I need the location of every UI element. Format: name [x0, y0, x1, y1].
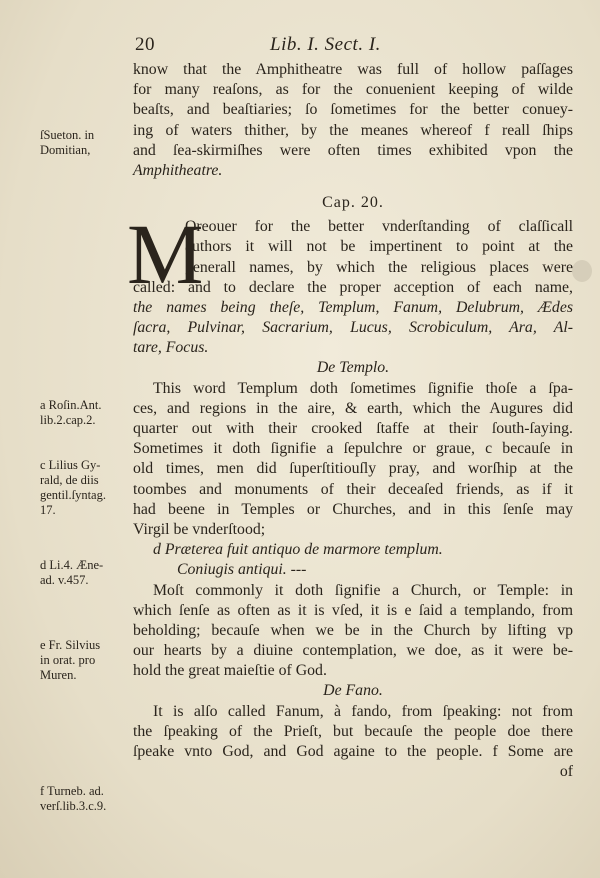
margin-note-silvius: e Fr. Silvius in orat. pro Muren. [40, 638, 101, 682]
chapter-heading: Cap. 20. [322, 194, 384, 212]
drop-capital: M [127, 206, 204, 303]
catchword: of [559, 763, 573, 781]
top-paragraph: know that the Amphitheatre was full of hollow paſſages for many reaſons, as for the conuenient keeping of wilde beaſts, and beaſtiaries; ſo ſometimes for the better conuey- ing of waters thither, by the meanes whereof f reall ſhips and ſea-skirmiſhes were often times exhibited vpon the Amphitheatre. [133, 61, 573, 179]
margin-note-turneb: f Turneb. ad. verſ.lib.3.c.9. [40, 784, 107, 813]
main-text [127, 60, 573, 782]
margin-note-aeneid: d Li.4. Æne- ad. v.457. [40, 558, 104, 587]
subheading-de-fano: De Fano. [323, 682, 383, 700]
virgil-quote: d Præterea fuit antiquo de marmore templum. Coniugis antiqui. --- [153, 541, 443, 579]
margin-note-rosin: a Roſin.Ant. lib.2.cap.2. [40, 398, 102, 427]
page-smudge [572, 260, 592, 282]
fano-paragraph: It is alſo called Fanum, à fando, from ſpeaking: not from the ſpeaking of the Prieſt, but becauſe the people doe there ſpeake vnto God, and God againe to the people. f Some are [133, 702, 573, 760]
page-number: 20 [135, 34, 155, 55]
section-title: Lib. I. Sect. I. [270, 34, 381, 55]
subheading-de-templo: De Templo. [316, 359, 390, 377]
templo-paragraph-2: Moſt commonly it doth ſignifie a Church, or Temple: in which ſenſe as often as it is vſed, it is e ſaid a templando, from beholding; becauſe when we be in the Church by lifting vp our hearts by a diuine contemplation, we doe, as it were be- hold the great maieſtie of God. [133, 581, 573, 680]
templo-paragraph: This word Templum doth ſometimes ſignifie thoſe a ſpa- ces, and regions in the aire, & earth, which the Augures did quarter out with their crooked ſtaffe at their ſouth-ſaying. Sometimes it doth ſignifie a ſepulchre or graue, c becauſe in old times, men did ſuperſtitiouſly pray, and worſhip at the toombes and monuments of their deceaſed friends, as if it had beene in Temples or Churches, and in this ſenſe may Virgil be vnderſtood; [133, 379, 573, 538]
intro-paragraph: M Oreouer for the better vnderſtanding of claſſicall authors it will not be impertinent to point at the generall names, by which the religious places were called: and to declare the proper acception of each name, the names being theſe, Templum, Fanum, Delubrum, Ædes ſacra, Pulvinar, Sacrarium, Lucus, Scrobiculum, Ara, Al- tare, Focus. [127, 206, 573, 357]
margin-note-sueton: ſSueton. in Domitian, [40, 128, 95, 157]
margin-note-lilius: c Lilius Gy- rald, de diis gentil.ſyntag. 17. [40, 458, 106, 517]
